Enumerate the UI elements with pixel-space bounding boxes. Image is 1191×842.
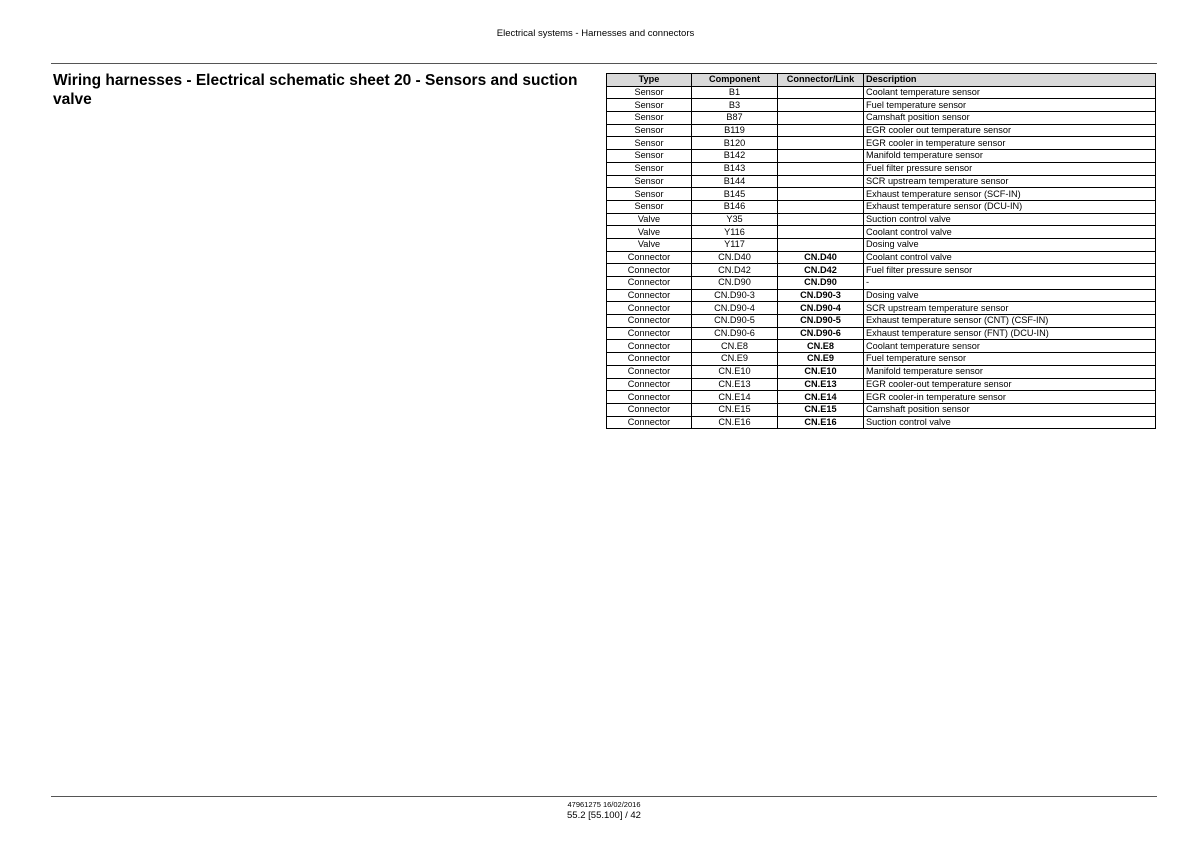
cell-connector: [778, 124, 864, 137]
cell-description: Fuel filter pressure sensor: [864, 162, 1156, 175]
table-header-row: [607, 74, 1156, 87]
column-header-type: Type: [607, 74, 692, 87]
table-row: [607, 137, 1156, 150]
cell-component: CN.D90-3: [692, 289, 778, 302]
cell-description: EGR cooler out temperature sensor: [864, 124, 1156, 137]
table-row: [607, 150, 1156, 163]
cell-description: Camshaft position sensor: [864, 403, 1156, 416]
cell-connector: [778, 175, 864, 188]
cell-type: Connector: [607, 391, 692, 404]
cell-connector: CN.D90-4: [778, 302, 864, 315]
cell-description: Coolant control valve: [864, 251, 1156, 264]
column-header-connector: Connector/Link: [778, 74, 864, 87]
table-row: [607, 277, 1156, 290]
table-row: [607, 289, 1156, 302]
cell-connector: CN.D90-3: [778, 289, 864, 302]
cell-type: Connector: [607, 340, 692, 353]
table-row: [607, 188, 1156, 201]
cell-type: Sensor: [607, 162, 692, 175]
cell-description: Fuel filter pressure sensor: [864, 264, 1156, 277]
cell-description: Coolant temperature sensor: [864, 86, 1156, 99]
cell-description: EGR cooler-out temperature sensor: [864, 378, 1156, 391]
cell-connector: [778, 86, 864, 99]
table-row: [607, 302, 1156, 315]
cell-description: EGR cooler in temperature sensor: [864, 137, 1156, 150]
cell-connector: [778, 188, 864, 201]
footer-document-reference: 47961275 16/02/2016: [567, 800, 641, 809]
cell-type: Connector: [607, 289, 692, 302]
cell-component: CN.D90-6: [692, 327, 778, 340]
cell-description: Exhaust temperature sensor (SCF-IN): [864, 188, 1156, 201]
cell-component: CN.E9: [692, 353, 778, 366]
cell-type: Sensor: [607, 188, 692, 201]
cell-component: B87: [692, 112, 778, 125]
table-row: [607, 200, 1156, 213]
cell-type: Sensor: [607, 150, 692, 163]
cell-description: SCR upstream temperature sensor: [864, 175, 1156, 188]
cell-component: B142: [692, 150, 778, 163]
cell-description: Exhaust temperature sensor (DCU-IN): [864, 200, 1156, 213]
cell-component: CN.E16: [692, 416, 778, 429]
table-row: [607, 124, 1156, 137]
cell-connector: [778, 213, 864, 226]
column-header-component: Component: [692, 74, 778, 87]
cell-type: Sensor: [607, 124, 692, 137]
cell-connector: [778, 200, 864, 213]
cell-component: B144: [692, 175, 778, 188]
cell-component: B1: [692, 86, 778, 99]
cell-connector: CN.D90-6: [778, 327, 864, 340]
table-row: [607, 340, 1156, 353]
cell-description: SCR upstream temperature sensor: [864, 302, 1156, 315]
cell-component: CN.E15: [692, 403, 778, 416]
cell-component: Y116: [692, 226, 778, 239]
cell-component: B145: [692, 188, 778, 201]
cell-component: B143: [692, 162, 778, 175]
cell-type: Valve: [607, 213, 692, 226]
cell-type: Connector: [607, 264, 692, 277]
cell-connector: CN.D90: [778, 277, 864, 290]
cell-component: CN.E10: [692, 365, 778, 378]
cell-component: CN.D40: [692, 251, 778, 264]
cell-description: Suction control valve: [864, 213, 1156, 226]
table-body: [607, 86, 1156, 429]
cell-component: B3: [692, 99, 778, 112]
cell-type: Sensor: [607, 112, 692, 125]
cell-type: Connector: [607, 315, 692, 328]
running-header: Electrical systems - Harnesses and connectors: [496, 28, 695, 39]
cell-description: Fuel temperature sensor: [864, 353, 1156, 366]
cell-connector: CN.E10: [778, 365, 864, 378]
column-header-description: Description: [864, 74, 1156, 87]
footer-divider: [51, 796, 1157, 797]
table-row: [607, 378, 1156, 391]
cell-description: Exhaust temperature sensor (CNT) (CSF-IN): [864, 315, 1156, 328]
cell-component: CN.D90-5: [692, 315, 778, 328]
cell-type: Sensor: [607, 175, 692, 188]
cell-type: Connector: [607, 353, 692, 366]
cell-connector: [778, 112, 864, 125]
cell-type: Valve: [607, 238, 692, 251]
table-row: [607, 238, 1156, 251]
cell-type: Connector: [607, 403, 692, 416]
cell-type: Sensor: [607, 99, 692, 112]
table-row: [607, 416, 1156, 429]
cell-component: CN.D90-4: [692, 302, 778, 315]
cell-description: Dosing valve: [864, 289, 1156, 302]
table-row: [607, 327, 1156, 340]
table-row: [607, 264, 1156, 277]
cell-type: Valve: [607, 226, 692, 239]
cell-connector: CN.E9: [778, 353, 864, 366]
cell-description: Fuel temperature sensor: [864, 99, 1156, 112]
footer-page-number: 55.2 [55.100] / 42: [567, 810, 641, 821]
cell-component: CN.D90: [692, 277, 778, 290]
table-row: [607, 315, 1156, 328]
cell-type: Sensor: [607, 200, 692, 213]
cell-component: B146: [692, 200, 778, 213]
cell-connector: CN.D40: [778, 251, 864, 264]
table-row: [607, 112, 1156, 125]
cell-type: Connector: [607, 302, 692, 315]
cell-connector: CN.E15: [778, 403, 864, 416]
table-row: [607, 86, 1156, 99]
cell-component: CN.E14: [692, 391, 778, 404]
cell-description: Exhaust temperature sensor (FNT) (DCU-IN): [864, 327, 1156, 340]
cell-connector: CN.E13: [778, 378, 864, 391]
section-title: Wiring harnesses - Electrical schematic sheet 20 - Sensors and suction valve: [53, 72, 578, 108]
cell-component: CN.E13: [692, 378, 778, 391]
cell-description: Camshaft position sensor: [864, 112, 1156, 125]
cell-type: Connector: [607, 251, 692, 264]
table-row: [607, 251, 1156, 264]
cell-type: Connector: [607, 365, 692, 378]
cell-component: CN.E8: [692, 340, 778, 353]
cell-connector: [778, 162, 864, 175]
cell-description: -: [864, 277, 1156, 290]
cell-connector: CN.E16: [778, 416, 864, 429]
cell-description: EGR cooler-in temperature sensor: [864, 391, 1156, 404]
header-divider: [51, 63, 1157, 64]
table-row: [607, 226, 1156, 239]
cell-component: CN.D42: [692, 264, 778, 277]
cell-type: Sensor: [607, 137, 692, 150]
table-row: [607, 213, 1156, 226]
cell-description: Coolant control valve: [864, 226, 1156, 239]
cell-connector: CN.D42: [778, 264, 864, 277]
table-row: [607, 353, 1156, 366]
cell-connector: [778, 99, 864, 112]
cell-type: Sensor: [607, 86, 692, 99]
cell-type: Connector: [607, 277, 692, 290]
table-row: [607, 162, 1156, 175]
table-row: [607, 175, 1156, 188]
cell-description: Manifold temperature sensor: [864, 365, 1156, 378]
table-row: [607, 391, 1156, 404]
cell-connector: CN.D90-5: [778, 315, 864, 328]
cell-connector: CN.E14: [778, 391, 864, 404]
cell-description: Coolant temperature sensor: [864, 340, 1156, 353]
cell-description: Manifold temperature sensor: [864, 150, 1156, 163]
table-row: [607, 403, 1156, 416]
cell-component: Y35: [692, 213, 778, 226]
component-table: [606, 73, 1156, 429]
cell-description: Dosing valve: [864, 238, 1156, 251]
cell-connector: CN.E8: [778, 340, 864, 353]
cell-description: Suction control valve: [864, 416, 1156, 429]
cell-type: Connector: [607, 416, 692, 429]
cell-component: B120: [692, 137, 778, 150]
cell-component: B119: [692, 124, 778, 137]
cell-component: Y117: [692, 238, 778, 251]
table-row: [607, 99, 1156, 112]
table-row: [607, 365, 1156, 378]
cell-type: Connector: [607, 327, 692, 340]
cell-type: Connector: [607, 378, 692, 391]
cell-connector: [778, 150, 864, 163]
cell-connector: [778, 226, 864, 239]
cell-connector: [778, 137, 864, 150]
cell-connector: [778, 238, 864, 251]
